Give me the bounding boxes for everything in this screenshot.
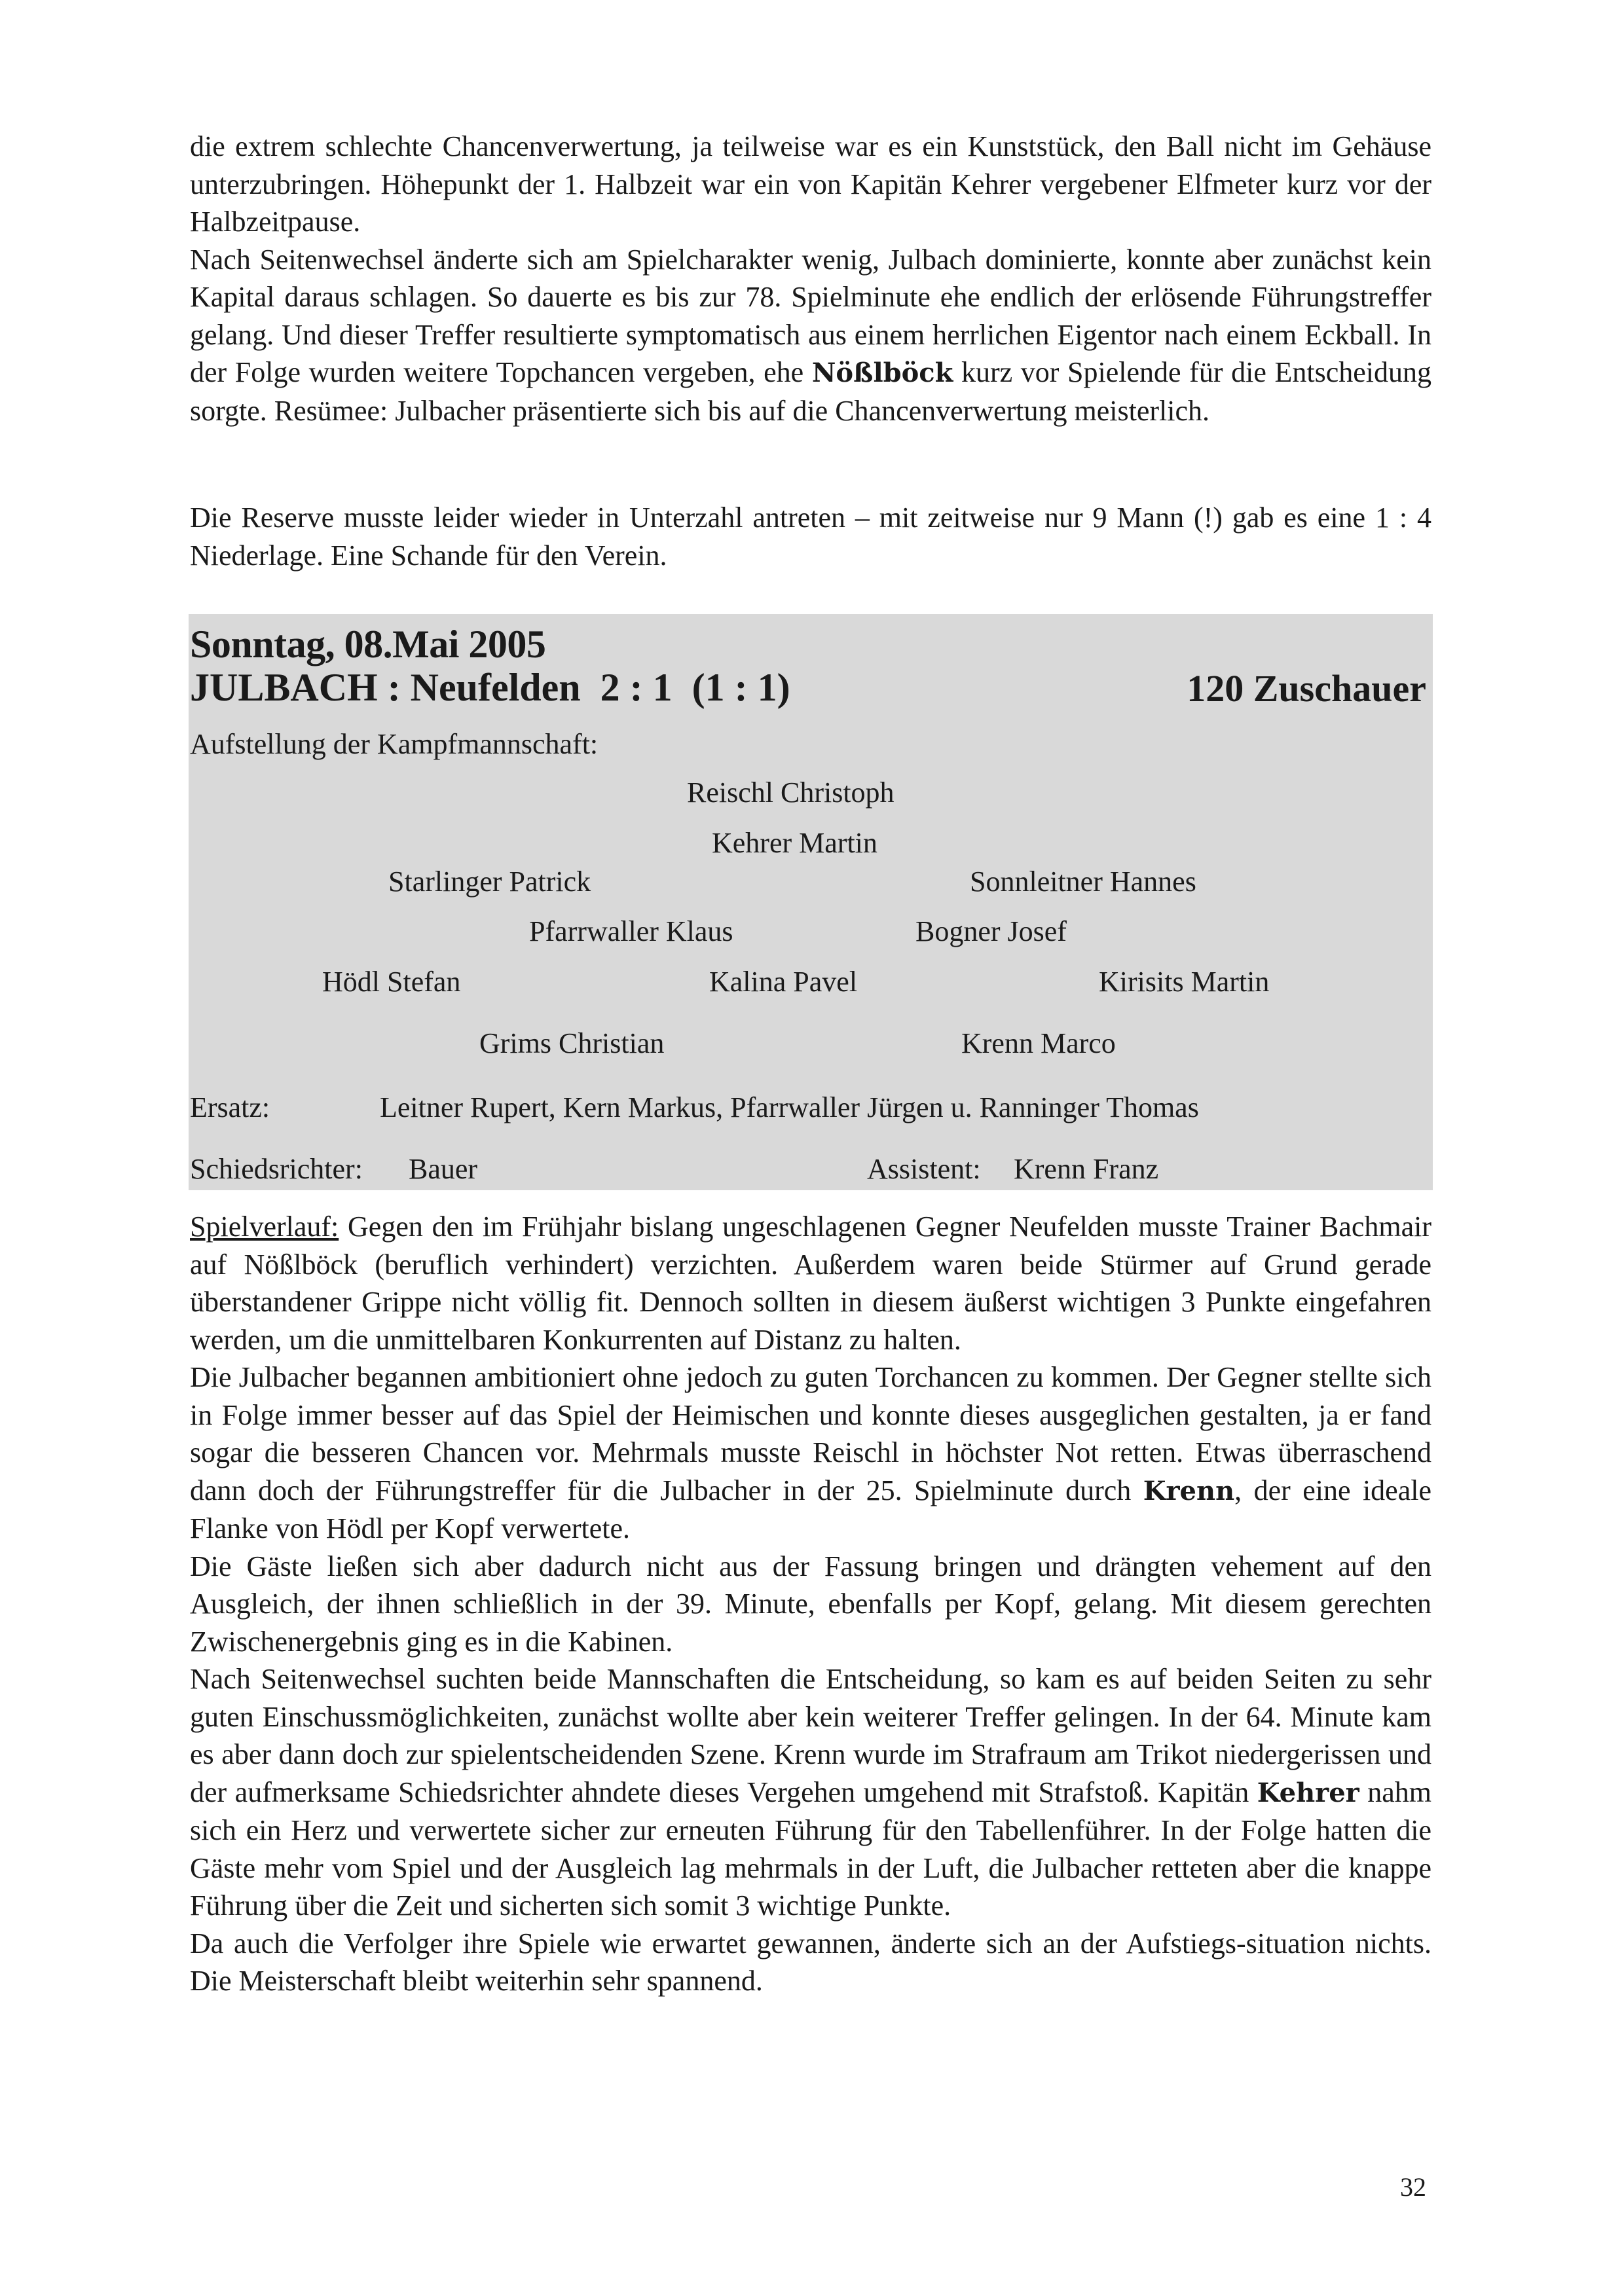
report-text: Die Julbacher begannen ambitioniert ohne jedoch zu guten Torchancen zu kommen. Der Gegner stellte sich in Folge immer besser auf das Spiel der Heimischen und konnte dieses ausgeglichen gestalten, ja er fand sogar die besseren Chancen vor. Mehrmals musste Reischl in höchster Not retten. Etwas überraschend dann doch der Führungstreffer für die Julbacher in der 25. Spielminute durch (190, 1361, 1431, 1506)
assistant-name: Krenn Franz (1014, 1153, 1159, 1185)
intro-paragraph-1: die extrem schlechte Chancenverwertung, ja teilweise war es ein Kunststück, den Ball nicht im Gehäuse unterzubringen. Höhepunkt der 1. Halbzeit war ein von Kapitän Kehrer vergebener Elfmeter kurz vor der Halbzeitpause. (190, 130, 1431, 238)
player-goalkeeper: Reischl Christoph (687, 776, 895, 809)
report-paragraph-4 (190, 1660, 1431, 1925)
report-paragraph-2 (190, 1358, 1431, 1548)
intro-text-part: Nach Seitenwechsel änderte sich am Spielcharakter wenig, Julbach dominierte, konnte aber zunächst kein Kapital daraus schlagen. So dauerte es bis zur 78. Spielminute ehe endlich der erlösende Führungstreffer gelang. Und dieser Treffer resultierte symptomatisch aus einem herrlichen Eigentor nach einem Eckball. In der Folge wurden weitere Topchancen vergeben, ehe (190, 243, 1431, 388)
player-fwd-left: Grims Christian (479, 1027, 665, 1059)
report-text: , der eine ideale Flanke von Hödl per Kopf verwertete. (190, 1474, 1431, 1544)
player-mid-left-center: Pfarrwaller Klaus (529, 915, 733, 947)
referee-label: Schiedsrichter: (190, 1153, 363, 1185)
reserve-paragraph (190, 499, 1431, 574)
report-paragraph-3: Die Gäste ließen sich aber dadurch nicht aus der Fassung bringen und drängten vehement auf den Ausgleich, der ihnen schließlich in der 39. Minute, ebenfalls per Kopf, gelang. Mit diesem gerechten Zwischenergebnis ging es in die Kabinen. (190, 1550, 1431, 1658)
player-mid-right-center: Bogner Josef (915, 915, 1067, 947)
bold-name-krenn: Krenn (1143, 1475, 1235, 1506)
intro-text-part: kurz vor Spielende für die Entscheidung sorgte. Resümee: Julbacher präsentierte sich bis auf die Chancenverwertung meisterlich. (190, 356, 1431, 427)
substitutes-label: Ersatz: (190, 1091, 270, 1123)
player-def-right: Sonnleitner Hannes (970, 866, 1196, 898)
report-text: nahm sich ein Herz und verwertete sicher zur erneuten Führung für den Tabellenführer. In der Folge hatten die Gäste mehr vom Spiel und der Ausgleich lag mehrmals in der Luft, die Julbacher retteten aber die knappe Führung über die Zeit und sicherten sich somit 3 wichtige Punkte. (190, 1776, 1431, 1922)
player-mid-right: Kirisits Martin (1099, 966, 1270, 998)
bold-name-noesslboeck: Nößlböck (811, 357, 953, 388)
report-text: Gegen den im Frühjahr bislang ungeschlagenen Gegner Neufelden musste Trainer Bachmair auf Nößlböck (beruflich verhindert) verzichten. Außerdem waren beide Stürmer auf Grund gerade überstandener Grippe nicht völlig fit. Dennoch sollten in diesem äußerst wichtigen 3 Punkte eingefahren werden, um die unmittelbaren Konkurrenten auf Distanz zu halten. (190, 1211, 1431, 1356)
report-text: Nach Seitenwechsel suchten beide Mannschaften die Entscheidung, so kam es auf beiden Seiten zu sehr guten Einschussmöglichkeiten, zunächst wollte aber kein weiterer Treffer gelingen. In der 64. Minute kam es aber dann doch zur spielentscheidenden Szene. Krenn wurde im Strafraum am Trikot niedergerissen und der aufmerksame Schiedsrichter ahndete dieses Vergehen umgehend mit Strafstoß. Kapitän (190, 1663, 1431, 1808)
report-heading: Spielverlauf: (190, 1211, 339, 1243)
reserve-text: Die Reserve musste leider wieder in Unterzahl antreten – mit zeitweise nur 9 Mann (!) gab es eine 1 : 4 Niederlage. Eine Schande für den Verein. (190, 501, 1431, 572)
page-number: 32 (1400, 2172, 1426, 2202)
player-def-left: Starlinger Patrick (388, 866, 591, 898)
referee-name: Bauer (409, 1153, 478, 1185)
match-result: JULBACH : Neufelden 2 : 1 (1 : 1) (190, 666, 790, 709)
intro-paragraph-2 (190, 241, 1431, 430)
player-fwd-right: Krenn Marco (961, 1027, 1116, 1059)
match-report (190, 1208, 1431, 2000)
bold-name-kehrer: Kehrer (1257, 1777, 1359, 1808)
match-info-box (189, 614, 1433, 1190)
match-date: Sonntag, 08.Mai 2005 (190, 623, 546, 666)
player-mid-center: Kalina Pavel (709, 966, 858, 998)
player-libero: Kehrer Martin (712, 827, 877, 859)
report-paragraph-5: Da auch die Verfolger ihre Spiele wie erwartet gewannen, änderte sich an der Aufstiegs-situation nichts. Die Meisterschaft bleibt weiterhin sehr spannend. (190, 1927, 1431, 1997)
intro-text (190, 128, 1431, 429)
assistant-label: Assistent: (867, 1153, 981, 1185)
player-mid-left: Hödl Stefan (322, 966, 461, 998)
spectator-count: 120 Zuschauer (1187, 667, 1426, 710)
substitutes-list: Leitner Rupert, Kern Markus, Pfarrwaller Jürgen u. Ranninger Thomas (380, 1091, 1199, 1123)
report-paragraph-1 (190, 1208, 1431, 1358)
lineup-label: Aufstellung der Kampfmannschaft: (190, 728, 599, 760)
